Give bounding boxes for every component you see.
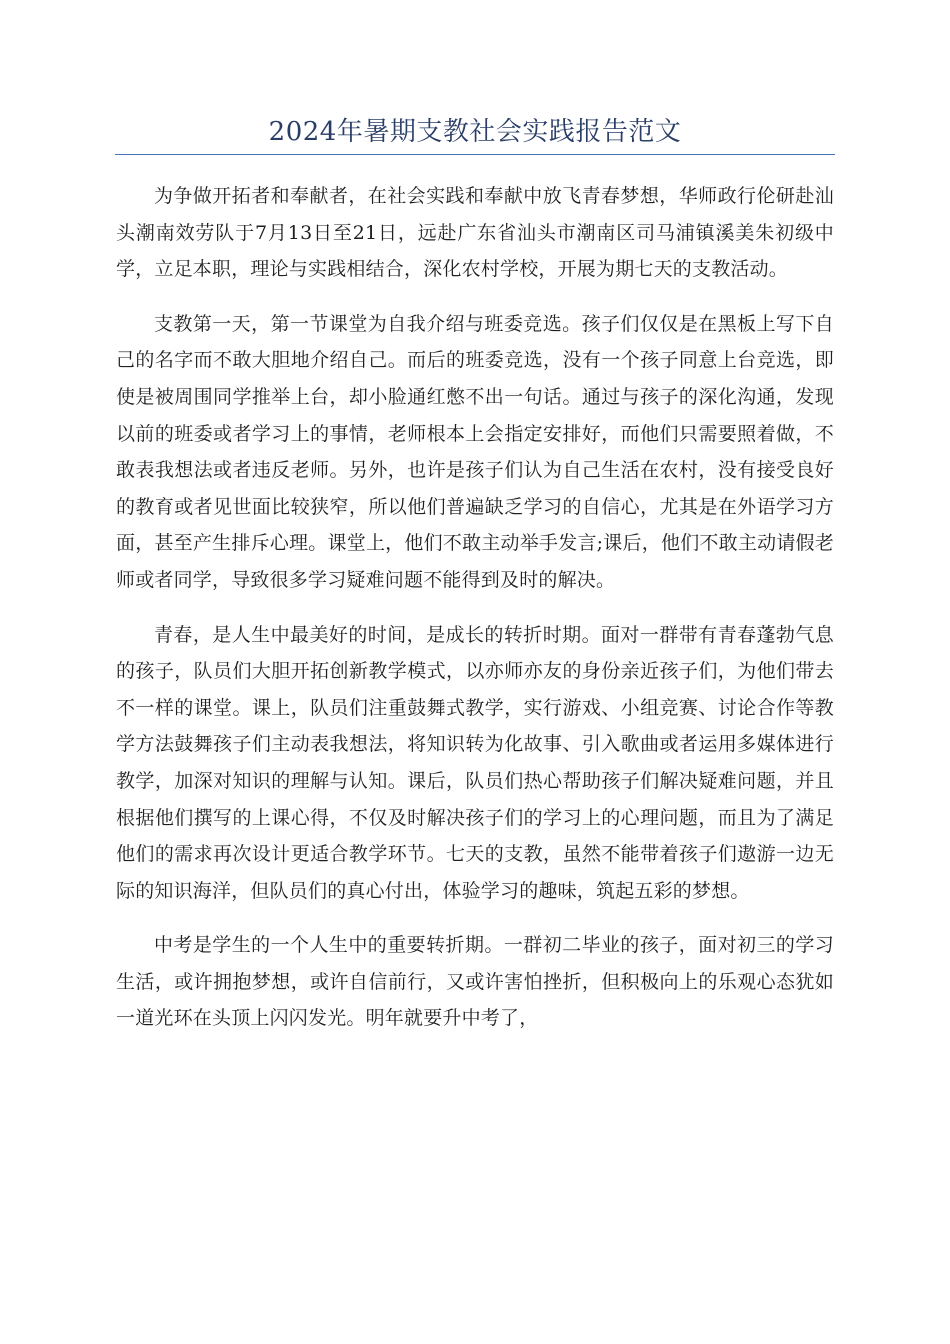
paragraph-3: 青春，是人生中最美好的时间，是成长的转折时期。面对一群带有青春蓬勃气息的孩子，队员们大胆开拓创新教学模式，以亦师亦友的身份亲近孩子们，为他们带去不一样的课堂。课上，队员们注重鼓舞式教学，实行游戏、小组竞赛、讨论合作等教学方法鼓舞孩子们主动表我想法，将知识转为化故事、引入歌曲或者运用多媒体进行教学，加深对知识的理解与认知。课后，队员们热心帮助孩子们解决疑难问题，并且根据他们撰写的上课心得，不仅及时解决孩子们的学习上的心理问题，而且为了满足他们的需求再次设计更适合教学环节。七天的支教，虽然不能带着孩子们遨游一边无际的知识海洋，但队员们的真心付出，体验学习的趣味，筑起五彩的梦想。 <box>116 623 834 902</box>
paragraph-1: 为争做开拓者和奉献者，在社会实践和奉献中放飞青春梦想，华师政行伦研赴汕头潮南效劳队于7月13日至21日，远赴广东省汕头市潮南区司马浦镇溪美朱初级中学，立足本职，理论与实践相结合，深化农村学校，开展为期七天的支教活动。 <box>116 185 834 281</box>
paragraph-4: 中考是学生的一个人生中的重要转折期。一群初二毕业的孩子，面对初三的学习生活，或许拥抱梦想，或许自信前行，又或许害怕挫折，但积极向上的乐观心态犹如一道光环在头顶上闪闪发光。明年就要升中考了， <box>116 934 834 1030</box>
title-underline <box>115 154 835 155</box>
document-body <box>116 178 834 1055</box>
paragraph-2: 支教第一天，第一节课堂为自我介绍与班委竞选。孩子们仅仅是在黑板上写下自己的名字而不敢大胆地介绍自己。而后的班委竞选，没有一个孩子同意上台竞选，即使是被周围同学推举上台，却小脸通红憋不出一句话。通过与孩子的深化沟通，发现以前的班委或者学习上的事情，老师根本上会指定安排好，而他们只需要照着做，不敢表我想法或者违反老师。另外，也许是孩子们认为自己生活在农村，没有接受良好的教育或者见世面比较狭窄，所以他们普遍缺乏学习的自信心，尤其是在外语学习方面，甚至产生排斥心理。课堂上，他们不敢主动举手发言;课后，他们不敢主动请假老师或者同学，导致很多学习疑难问题不能得到及时的解决。 <box>116 312 834 591</box>
document-title: 2024年暑期支教社会实践报告范文 <box>268 117 682 147</box>
